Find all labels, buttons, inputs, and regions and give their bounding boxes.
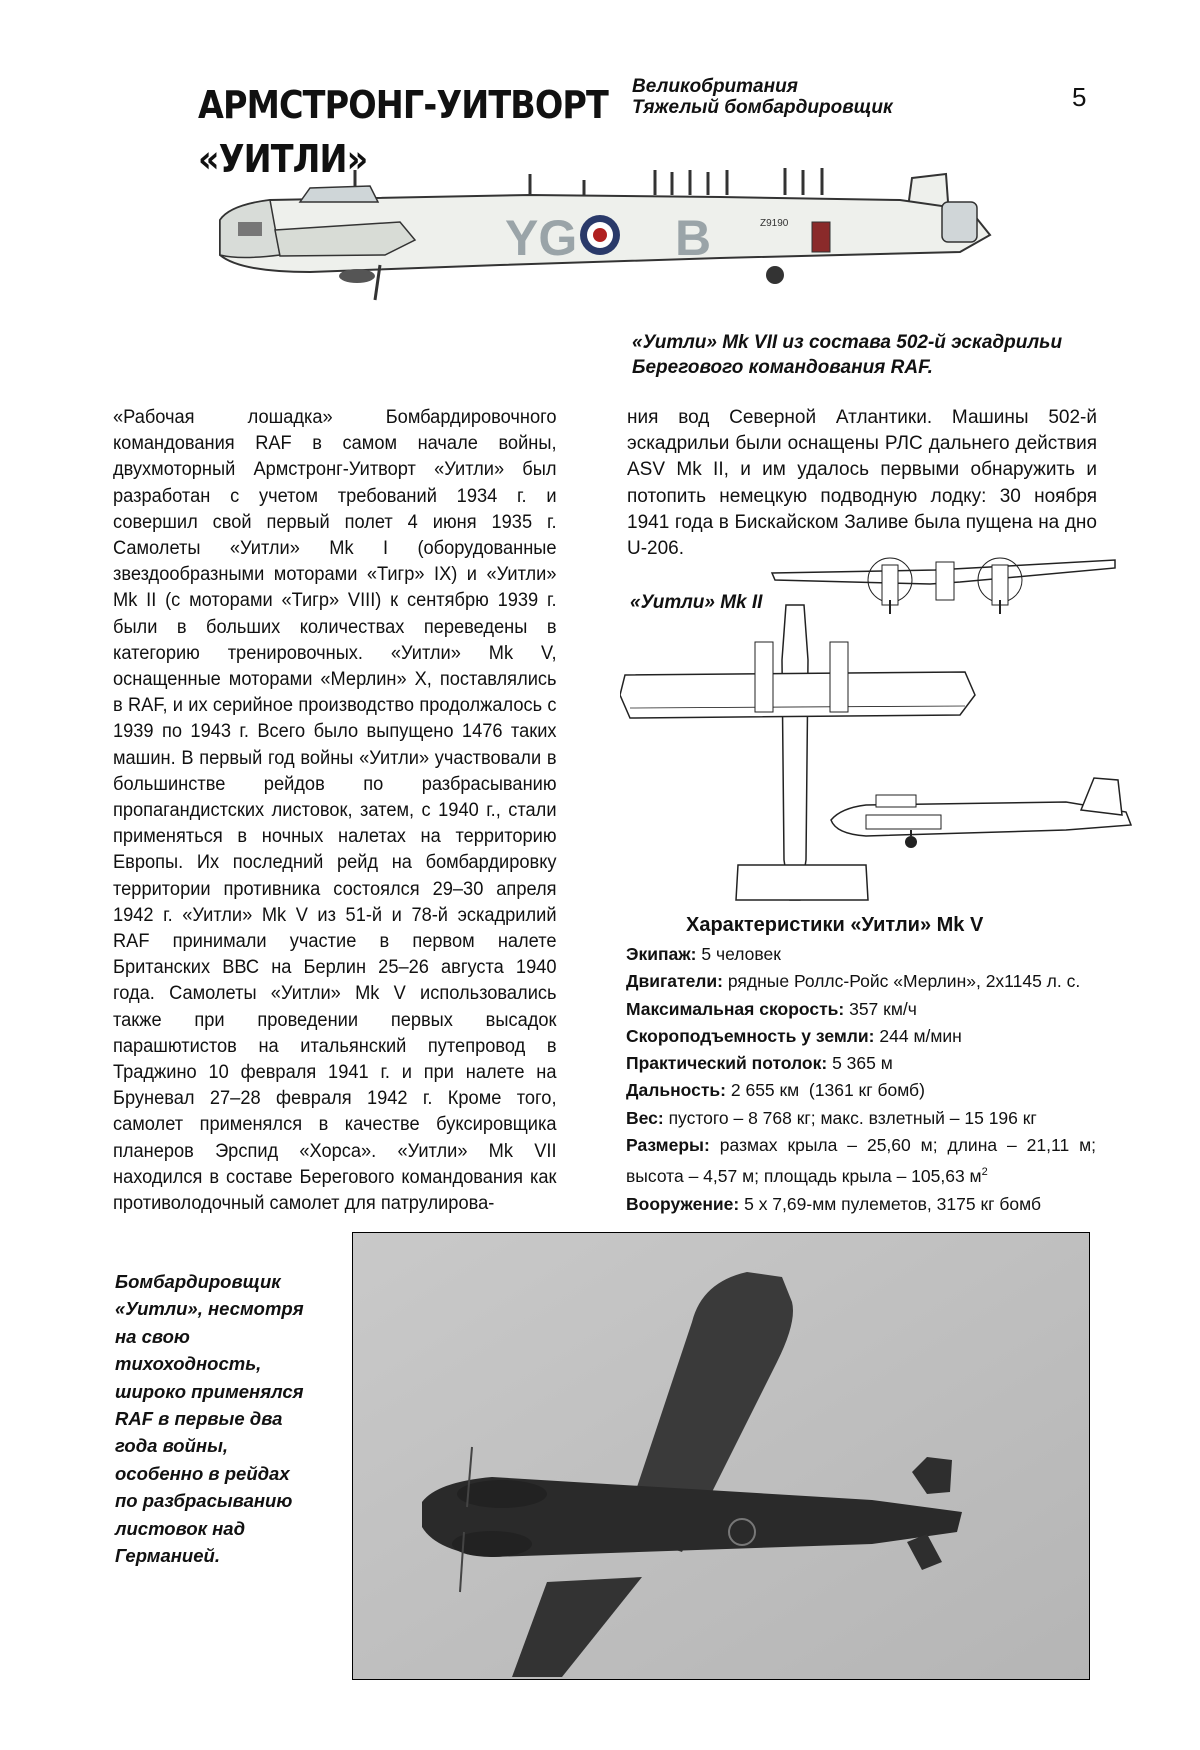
profile-caption xyxy=(632,330,1092,380)
spec-armament-value: 5 х 7,69-мм пулеметов, 3175 кг бомб xyxy=(739,1193,1041,1214)
subtitle xyxy=(632,76,893,118)
aircraft-profile-illustration xyxy=(200,160,1060,330)
spec-crew-label: Экипаж: xyxy=(626,944,697,964)
spec-dimensions xyxy=(626,1132,1096,1190)
spec-armament-label: Вооружение: xyxy=(626,1193,740,1214)
role-label: Тяжелый бомбардировщик xyxy=(632,97,893,118)
side-view-drawing xyxy=(826,770,1136,850)
profile-caption-line-2: Берегового командования RAF. xyxy=(632,357,933,378)
spec-weight xyxy=(626,1105,1096,1132)
spec-speed xyxy=(626,996,1096,1023)
spec-crew-value: 5 человек xyxy=(696,944,781,964)
spec-engines-value: рядные Роллс-Ройс «Мерлин», 2x1145 л. с. xyxy=(723,971,1081,992)
spec-engines-label: Двигатели: xyxy=(626,971,724,992)
article-right-column: ния вод Северной Атлантики. Машины 502-й эскадрильи были оснащены РЛС дальнего действия ASV Mk II, и им удалось первыми обнаружить и потопить немецкую подводную лодку: 30 ноября 1941 года в Бискайском Заливе была пущена на дно U-206. xyxy=(627,407,1097,560)
spec-weight-label: Вес: xyxy=(626,1107,664,1128)
spec-crew xyxy=(626,941,1096,968)
spec-range-value: 2 655 км (1361 кг бомб) xyxy=(726,1080,925,1101)
spec-speed-value: 357 км/ч xyxy=(844,998,917,1019)
page-number: 5 xyxy=(1072,82,1087,112)
spec-dimensions-sup: 2 xyxy=(981,1166,988,1179)
spec-dimensions-value: размах крыла – 25,60 м; длина – 21,11 м; высота – 4,57 м; площадь крыла – 105,63 м xyxy=(626,1135,1096,1187)
spec-armament xyxy=(626,1191,1096,1218)
code-letters: YG xyxy=(505,210,578,266)
specs-title: Характеристики «Уитли» Mk V xyxy=(686,914,984,936)
drawing-label: «Уитли» Mk II xyxy=(630,592,763,613)
spec-dimensions-label: Размеры: xyxy=(626,1135,710,1156)
serial-number: Z9190 xyxy=(760,218,789,229)
bomber-photo xyxy=(352,1232,1090,1680)
spec-climb xyxy=(626,1023,1096,1050)
spec-engines xyxy=(626,968,1096,995)
spec-weight-value: пустого – 8 768 кг; макс. взлетный – 15 196 кг xyxy=(663,1107,1037,1128)
title-line-1: АРМСТРОНГ-УИТВОРТ xyxy=(198,83,608,127)
photo-caption: Бомбардировщик «Уитли», несмотря на свою тихоходность, широко применялся RAF в первые два года войны, особенно в рейдах по разбрасыванию листовок над Германией. xyxy=(115,1271,304,1567)
title-line-2: «УИТЛИ» xyxy=(198,137,368,181)
country-label: Великобритания xyxy=(632,76,798,97)
plan-view-drawing xyxy=(620,600,980,910)
spec-range-label: Дальность: xyxy=(626,1080,726,1101)
profile-caption-line-1: «Уитли» Mk VII из состава 502-й эскадрильи xyxy=(632,332,1063,353)
spec-ceiling-value: 5 365 м xyxy=(827,1053,893,1074)
spec-ceiling-label: Практический потолок: xyxy=(626,1053,828,1074)
spec-ceiling xyxy=(626,1050,1096,1077)
spec-range xyxy=(626,1077,1096,1104)
specs-list xyxy=(626,941,1096,1218)
spec-speed-label: Максимальная скорость: xyxy=(626,998,845,1019)
spec-climb-value: 244 м/мин xyxy=(874,1025,962,1046)
article-left-column: «Рабочая лошадка» Бомбардировочного командования RAF в самом начале войны, двухмоторный Армстронг-Уитворт «Уитли» был разработан с учетом требований 1934 г. и совершил свой первый полет 4 июня 1935 г. Самолеты «Уитли» Mk I (оборудованные звездообразными моторами «Тигр» IX) и «Уитли» Mk II (с моторами «Тигр» VIII) к сентябрю 1939 г. были в больших количествах переведены в категорию тренировочных. «Уитли» Mk V, оснащенные моторами «Мерлин» X, поставлялись в RAF, и их серийное производство продолжалось с 1939 по 1943 г. Всего было выпущено 1476 таких машин. В первый год войны «Уитли» участвовали в большинстве рейдов по разбрасыванию пропагандистских листовок, затем, с 1940 г., стали применяться в ночных налетах на территорию Европы. Их последний рейд на бомбардировку территории противника состоялся 29–30 апреля 1942 г. «Уитли» Mk V из 51-й и 78-й эскадрилий RAF принимали участие в первом налете Британских ВВС на Берлин 25–26 августа 1940 года. Самолеты «Уитли» Mk V использовались также при проведении первых высадок парашютистов на итальянский путепровод в Траджино 10 февраля 1941 г. и при налете на Бруневал 27–28 февраля 1942 г. Кроме того, самолет применялся в качестве буксировщика планеров Эрспид «Хорса». «Уитли» Mk VII находился в составе Берегового командования как противолодочный самолет для патрулирова- xyxy=(113,407,557,1215)
aircraft-letter: B xyxy=(675,210,712,266)
spec-climb-label: Скороподъемность у земли: xyxy=(626,1025,875,1046)
